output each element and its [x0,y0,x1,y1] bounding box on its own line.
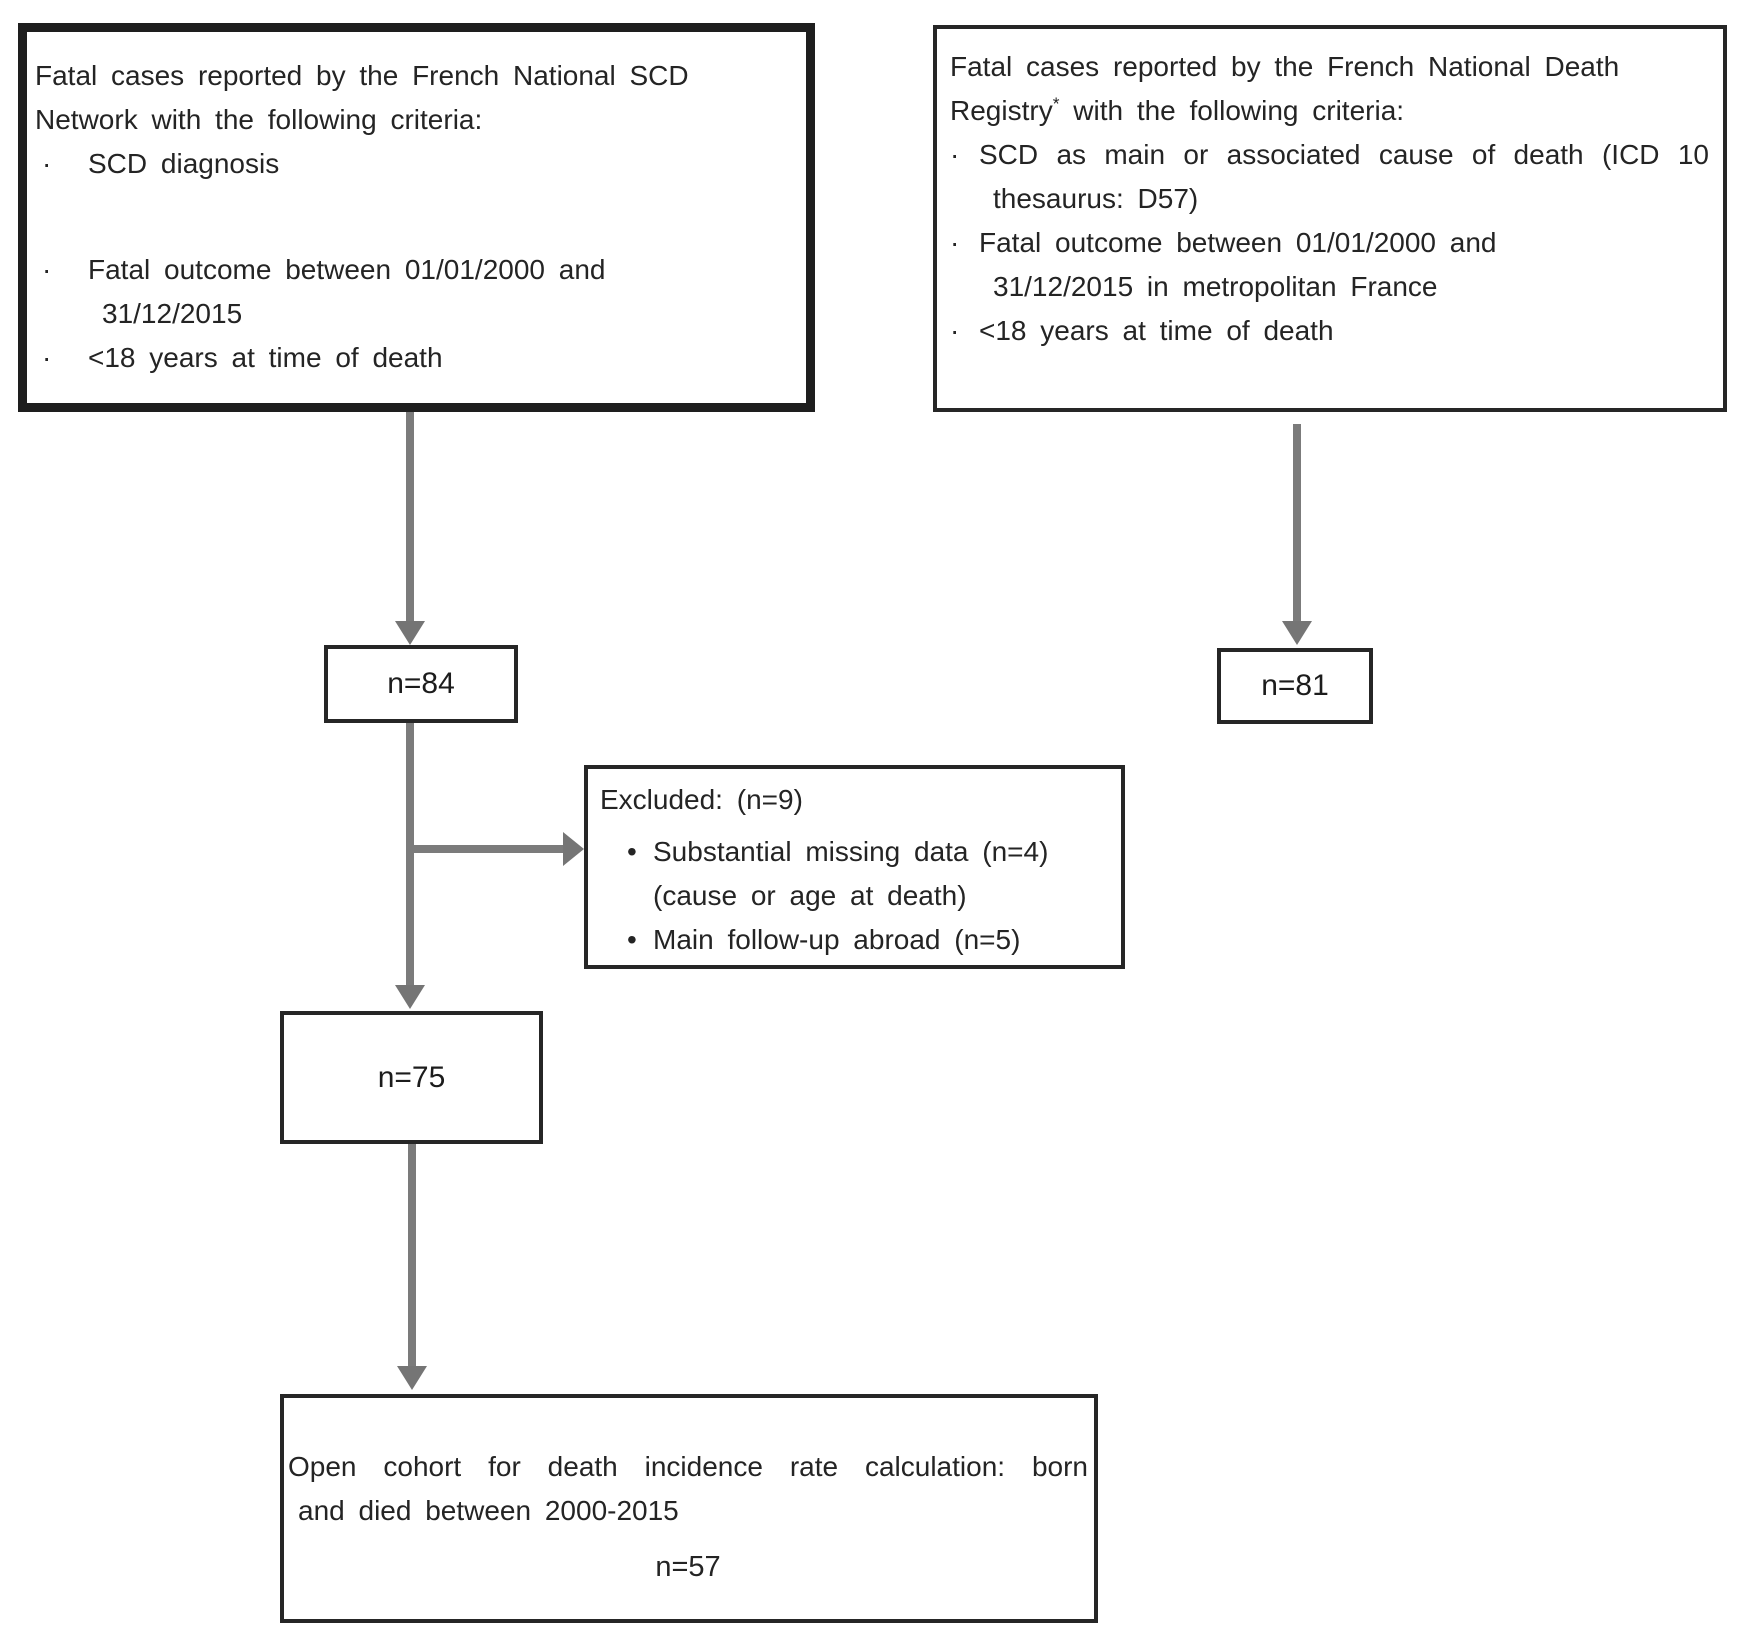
arrow-down-icon [1282,621,1312,645]
excluded-bullet-list [600,830,1103,962]
cohort-line1: Open cohort for death incidence rate calculation: born [288,1451,1088,1482]
excluded-box [584,765,1125,969]
left-bullet-age-text: <18 years at time of death [88,342,443,373]
right-bullet-age-text: <18 years at time of death [979,315,1334,346]
excluded-bullet-missing-data-line1: Substantial missing data (n=4) [653,836,1049,867]
left-bullet-fatal-outcome-line1: Fatal outcome between 01/01/2000 and [88,254,606,285]
arrow-down-icon [395,621,425,645]
bullet-dot-icon: · [950,227,960,258]
left-bullet-scd-diagnosis-text: SCD diagnosis [88,148,280,179]
n84-label: n=84 [387,667,455,700]
excluded-bullet-follow-up [627,918,1103,962]
right-bullet-scd-cause-line1: SCD as main or associated cause of death (ICD 10 [979,139,1709,170]
registry-asterisk: * [1052,93,1060,114]
n81-count-box [1217,648,1373,724]
cohort-line2: and died between 2000-2015 [298,1495,679,1526]
bullet-dot-icon: · [42,148,52,179]
left-source-gap [35,186,776,248]
arrow-down-icon [397,1366,427,1390]
left-bullet-fatal-outcome-line2: 31/12/2015 [102,298,243,329]
bullet-dot-icon: · [42,342,52,373]
right-bullet-scd-cause-line2: thesaurus: D57) [993,183,1199,214]
cohort-box [280,1394,1098,1623]
bullet-dot-icon: · [42,254,52,285]
excluded-bullet-missing-data [627,830,1103,918]
bullet-dot-icon: · [950,139,960,170]
bullet-dot-icon: • [627,836,637,867]
branch-to-excluded-stem [410,845,563,853]
right-bullet-age [950,309,1709,353]
n81-label: n=81 [1261,669,1329,702]
right-bullet-fatal-outcome-line1: Fatal outcome between 01/01/2000 and [979,227,1497,258]
bullet-dot-icon: · [950,315,960,346]
arrow-down-icon [395,985,425,1009]
arrow-n84-to-n75-stem [406,723,414,985]
arrow-right-icon [563,832,584,866]
left-source-intro-line2: Network with the following criteria: [35,104,483,135]
right-bullet-fatal-outcome [950,221,1709,309]
arrow-n75-to-cohort-stem [408,1144,416,1366]
n75-label: n=75 [377,1060,446,1094]
excluded-bullet-missing-data-line2: (cause or age at death) [653,880,967,911]
n84-count-box [324,645,518,723]
right-source-registry-word: Registry [950,95,1053,126]
bullet-dot-icon: • [627,924,637,955]
right-source-intro-line2-rest: with the following criteria: [1059,95,1405,126]
excluded-bullet-follow-up-text: Main follow-up abroad (n=5) [653,924,1021,955]
n57-label: n=57 [655,1551,721,1583]
right-bullet-scd-cause [950,133,1709,221]
left-source-box [18,23,815,412]
arrow-right-source-to-n81-stem [1293,424,1301,621]
excluded-title: Excluded: (n=9) [600,784,803,815]
right-source-intro-line1: Fatal cases reported by the French National Death [950,51,1620,82]
right-source-intro-line2 [950,89,1709,133]
right-source-box [933,25,1727,412]
left-bullet-scd-diagnosis [35,142,776,186]
n75-count-box [280,1011,543,1144]
left-source-intro-line1: Fatal cases reported by the French National SCD [35,60,689,91]
right-bullet-fatal-outcome-line2: 31/12/2015 in metropolitan France [993,271,1438,302]
left-bullet-age [35,336,776,380]
left-bullet-fatal-outcome [35,248,776,336]
arrow-left-source-to-n84-stem [406,412,414,621]
